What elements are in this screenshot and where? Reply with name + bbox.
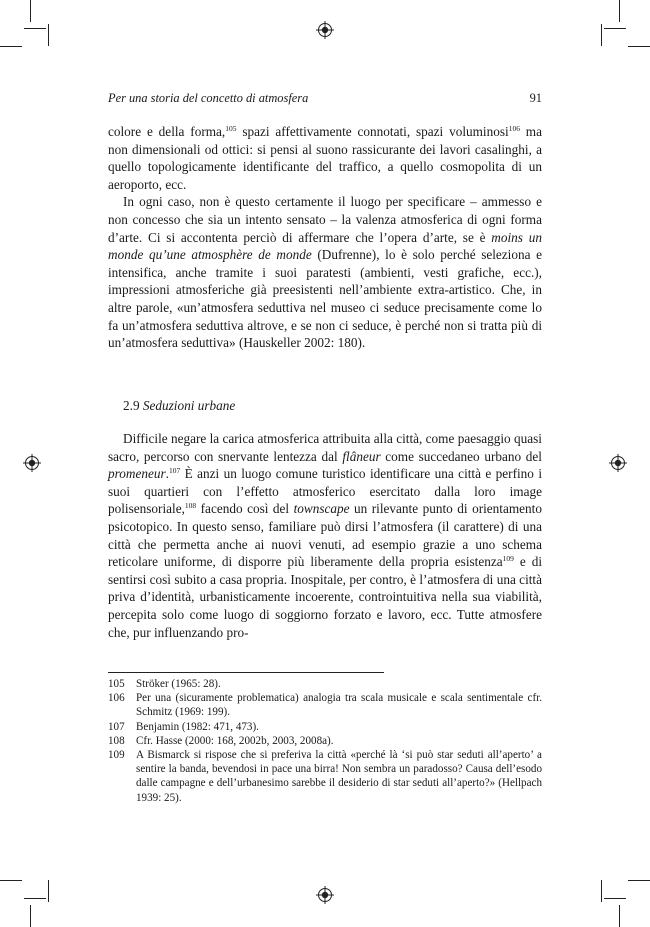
footnote-number: 105 [108,678,125,690]
paragraph: In ogni caso, non è questo certamente il luogo per specificare – ammesso e non concesso che sia un intento sensato – la valenza atmosferica di ogni forma d’arte. Ci si accontenta perciò di affermare che l’opera d’arte, se è moins un monde qu’une atmosphère de monde (Dufrenne), lo è solo perché seleziona e intensifica, anche tramite i suoi paratesti (ambienti, vesti grafiche, ecc.), impressioni atmosferiche già preesistenti nell’ambiente extra-artistico. Che, in altre parole, «un’atmosfera seduttiva nel museo ci seduce precisamente come lo fa un’atmosfera seduttiva altrove, e se non ci seduce, è perché non si tratta più di un’atmosfera seduttiva» (Hauskeller 2002: 180). [108,194,542,351]
footnote-text: A Bismarck si rispose che si preferiva la città «perché là ‘si può star seduti all’aperto’ a sentire la banda, bevendosi in pace una birra! Non sembra un paradosso? Causa dell’esodo dalle campagne e dell’urbanesimo sarebbe il desiderio di star seduti all’aperto?» (Hellpach 1939: 25). [136,749,542,804]
crop-mark [628,880,650,881]
registration-target-icon [316,886,334,904]
crop-mark [24,898,46,899]
crop-mark [604,28,626,29]
section-number: 2.9 [123,398,140,413]
footnote-text: Cfr. Hasse (2000: 168, 2002b, 2003, 2008a). [136,734,334,747]
crop-mark [24,28,46,29]
footnote-ref: 107 [168,466,181,476]
footnote-ref: 106 [508,124,520,133]
body-text-section [108,430,542,641]
footnote-text: Per una (sicuramente problematica) analogia tra scala musicale e scala sentimentale cfr. Schmitz (1969: 199). [136,692,542,719]
footnote-number: 108 [108,734,125,747]
footnote [108,720,542,734]
crop-mark [619,905,620,927]
footnote-text: Ströker (1965: 28). [136,678,221,690]
crop-mark [48,880,49,902]
section-heading [123,397,235,415]
footnote-number: 106 [108,692,125,705]
paragraph: colore e della forma,$^{105}$ spazi affettivamente connotati, spazi voluminosi$^{106}$ ma non dimensionali od ottici: si pensi al suono rassicurante dei lavori casalinghi, a quello topologicamente identificante del traffico, a quello cosmopolita di un aeroporto, ecc. [108,124,542,192]
crop-mark [30,0,31,22]
footnote [108,677,542,691]
crop-mark [619,0,620,22]
footnote-ref: 105 [225,124,237,133]
registration-target-icon [316,21,334,39]
footnotes [108,677,542,805]
footnote-number: 109 [108,749,125,762]
footnote-text: Benjamin (1982: 471, 473). [136,720,259,733]
footnote-ref: 109 [502,554,514,564]
footnote-divider [108,672,384,673]
page-number: 91 [529,91,542,105]
section-title: Seduzioni urbane [142,398,236,413]
registration-target-icon [609,454,627,472]
crop-mark [601,24,602,46]
crop-mark [48,24,49,46]
footnote [108,691,542,719]
crop-mark [628,46,650,47]
crop-mark [0,46,22,47]
footnote [108,734,542,748]
running-title: Per una storia del concetto di atmosfera [108,91,309,105]
crop-mark [604,898,626,899]
registration-target-icon [23,454,41,472]
crop-mark [0,880,22,881]
crop-mark [30,905,31,927]
footnote [108,748,542,805]
footnote-number: 107 [108,720,125,733]
footnote-ref: 108 [184,501,197,511]
crop-mark [601,880,602,902]
running-header [108,90,542,106]
body-text-top [108,123,542,352]
paragraph: Difficile negare la carica atmosferica attribuita alla città, come paesaggio quasi sacro, percorso con snervante lentezza dal flâneur come succedaneo urbano del promeneur.$^{107}$ È anzi un luogo comune turistico identificare una città e perfino i suoi quartieri con l’effetto atmosferico esercitato dalla loro image polisensoriale,$^{108}$ facendo così del townscape un rilevante punto di orientamento psicotopico. In questo senso, familiare può dirsi l’atmosfera (il carattere) di una città che permetta anche ai nuovi venuti, ad esempio grazie a uno schema reticolare uniforme, di disporre più liberamente della propria esistenza$^{109}$ e di sentirsi così subito a casa propria. Inospitale, per contro, è l’atmosfera di una città priva d’identità, urbanisticamente incoerente, controintuitiva nella sua viabilità, percepita solo come luogo di soggiorno forzato e lavoro, ecc. Tutte atmosfere che, pur influenzando pro- [108,431,543,640]
